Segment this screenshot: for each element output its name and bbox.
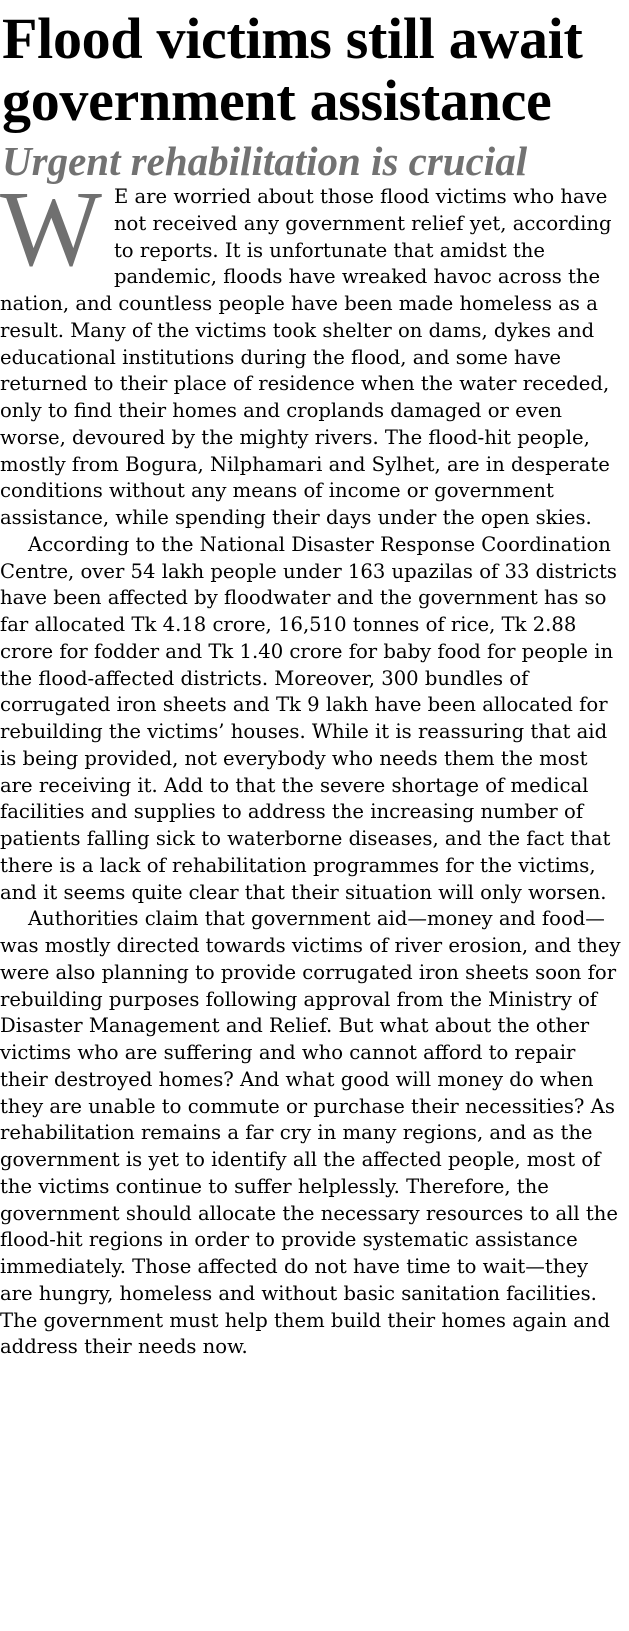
article-body	[0, 170, 625, 1361]
paragraph-3: Authorities claim that government aid—money and food—was mostly directed towards victims of river erosion, and they were also planning to provide corrugated iron sheets soon for rebuilding purposes following approval from the Ministry of Disaster Management and Relief. But what about the other victims who are suffering and who cannot afford to repair their destroyed homes? And what good will money do when they are unable to commute or purchase their necessities? As rehabilitation remains a far cry in many regions, and as the government is yet to identify all the affected people, most of the victims continue to suffer helplessly. Therefore, the government should allocate the necessary resources to all the flood-hit regions in order to provide systematic assistance immediately. Those affected do not have time to wait—they are hungry, homeless and without basic sanitation facilities. The government must help them build their homes again and address their needs now.	[0, 907, 621, 1359]
paragraph-1-text: E are worried about those flood victims who have not received any government relief yet, according to reports. It is unfortunate that amidst the pandemic, floods have wreaked havoc across the nation, and countless people have been made homeless as a result. Many of the victims took shelter on dams, dykes and educational institutions during the flood, and some have returned to their place of residence when the water receded, only to find their homes and croplands damaged or even worse, devoured by the mighty rivers. The flood-hit people, mostly from Bogura, Nilphamari and Sylhet, are in desperate conditions without any means of income or government assistance, while spending their days under the open skies.	[0, 185, 612, 529]
headline: Flood victims still await government assistance	[2, 6, 583, 133]
subheadline: Urgent rehabilitation is crucial	[2, 138, 528, 184]
paragraph-1	[0, 170, 625, 532]
drop-cap: W	[0, 170, 102, 289]
paragraph-2: According to the National Disaster Response Coordination Centre, over 54 lakh people under 163 upazilas of 33 districts have been affected by floodwater and the government has so far allocated Tk 4.18 crore, 16,510 tonnes of rice, Tk 2.88 crore for fodder and Tk 1.40 crore for baby food for people in the flood-affected districts. Moreover, 300 bundles of corrugated iron sheets and Tk 9 lakh have been allocated for rebuilding the victims’ houses. While it is reassuring that aid is being provided, not everybody who needs them the most are receiving it. Add to that the severe shortage of medical facilities and supplies to address the increasing number of patients falling sick to waterborne diseases, and the fact that there is a lack of rehabilitation programmes for the victims, and it seems quite clear that their situation will only worsen.	[0, 532, 617, 904]
